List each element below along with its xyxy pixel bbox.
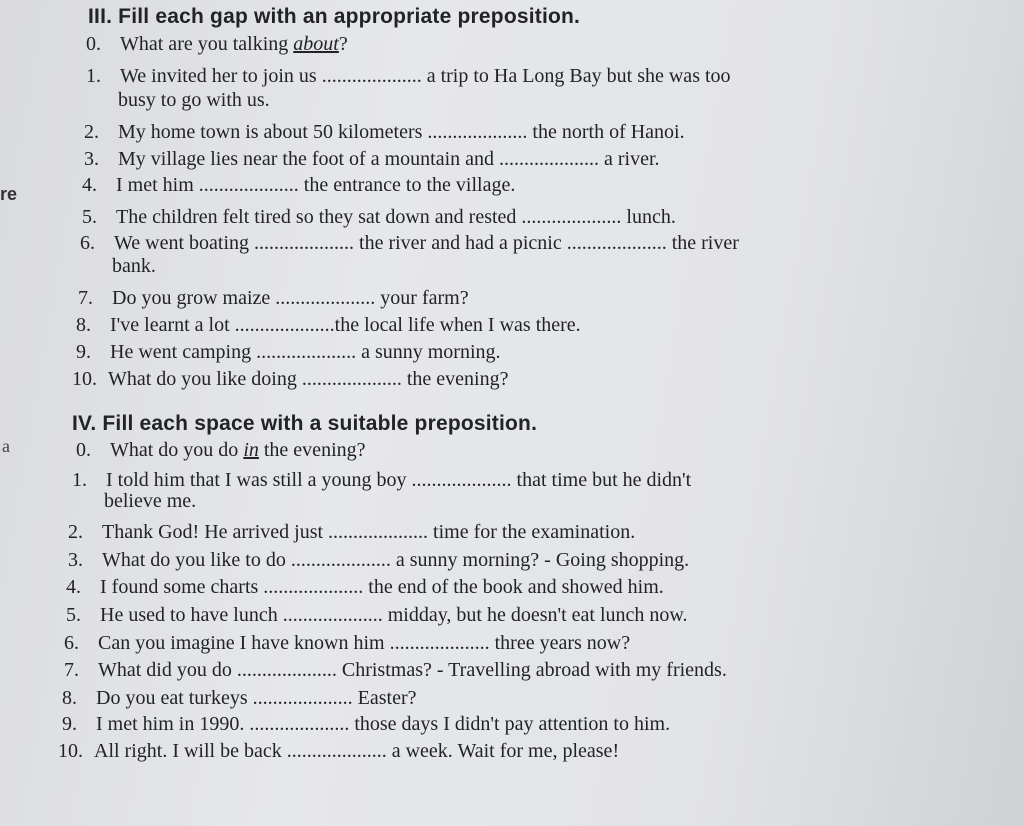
item-number: 8.: [62, 687, 77, 709]
s3-item-4: [82, 173, 515, 198]
item-text: We invited her to join us .................... a trip to Ha Long Bay but she was too: [120, 65, 731, 87]
item-number: 9.: [76, 341, 91, 363]
item-number: 10.: [72, 368, 97, 390]
item-number: 3.: [68, 549, 83, 571]
s4-item-8: [62, 686, 416, 711]
s3-item-1: [86, 64, 731, 89]
item-text: What are you talking: [120, 33, 294, 55]
s3-item-9: [76, 340, 501, 365]
item-text: I met him .................... the entrance to the village.: [116, 174, 516, 196]
s3-item-5: [82, 205, 676, 230]
section-4-title: IV. Fill each space with a suitable preposition.: [72, 412, 538, 435]
s3-item-6-cont: bank.: [112, 255, 156, 277]
s4-item-0: [76, 438, 366, 463]
s3-item-1-cont: busy to go with us.: [118, 89, 270, 111]
item-number: 7.: [64, 659, 79, 681]
s3-item-6: [80, 231, 739, 256]
item-text: ?: [338, 33, 348, 55]
item-text: I've learnt a lot ....................the local life when I was there.: [110, 314, 581, 336]
item-number: 5.: [82, 206, 97, 228]
s3-item-7: [78, 286, 469, 311]
example-answer: in: [243, 439, 259, 461]
s4-item-7: [64, 658, 727, 683]
item-number: 0.: [76, 439, 91, 461]
item-number: 8.: [76, 314, 91, 336]
item-text: We went boating .................... the river and had a picnic .................... the river: [114, 232, 739, 254]
item-text: My home town is about 50 kilometers .................... the north of Hanoi.: [118, 121, 685, 143]
s3-item-0: [86, 32, 348, 57]
s4-item-10: [58, 739, 619, 764]
item-text: I told him that I was still a young boy .................... that time but he didn't: [106, 469, 692, 491]
item-text: What did you do .................... Christmas? - Travelling abroad with my friends.: [98, 659, 727, 681]
item-number: 10.: [58, 740, 83, 762]
s4-item-4: [66, 575, 664, 600]
item-number: 5.: [66, 604, 81, 626]
item-number: 6.: [80, 232, 95, 254]
s3-item-10: [72, 367, 508, 392]
item-text: What do you like doing .................... the evening?: [108, 368, 509, 390]
s4-item-1-cont: believe me.: [104, 490, 197, 512]
item-number: 1.: [72, 469, 87, 491]
item-text: My village lies near the foot of a mountain and .................... a river.: [118, 148, 660, 170]
s4-item-9: [62, 712, 670, 737]
s3-item-8: [76, 313, 581, 338]
item-text: I met him in 1990. .................... those days I didn't pay attention to him.: [96, 713, 671, 735]
item-number: 4.: [66, 576, 81, 598]
margin-fragment-re: re: [0, 184, 18, 204]
s4-item-6: [64, 631, 630, 656]
item-number: 7.: [78, 287, 93, 309]
example-answer: about: [293, 33, 339, 55]
item-text: the evening?: [258, 439, 366, 461]
item-text: Do you eat turkeys .................... Easter?: [96, 687, 417, 709]
s4-item-5: [66, 603, 688, 628]
item-text: Can you imagine I have known him .................... three years now?: [98, 632, 631, 654]
item-number: 0.: [86, 33, 101, 55]
margin-fragment-a: a: [2, 436, 10, 456]
item-number: 1.: [86, 65, 101, 87]
s4-item-2: [68, 520, 635, 545]
s3-item-2: [84, 120, 685, 145]
s3-item-3: [84, 147, 660, 172]
item-text: Thank God! He arrived just .................... time for the examination.: [102, 521, 636, 543]
item-number: 6.: [64, 632, 79, 654]
item-text: What do you like to do .................... a sunny morning? - Going shopping.: [102, 549, 690, 571]
item-number: 9.: [62, 713, 77, 735]
item-text: He went camping .................... a sunny morning.: [110, 341, 501, 363]
item-number: 3.: [84, 148, 99, 170]
s4-item-3: [68, 548, 689, 573]
item-text: He used to have lunch .................... midday, but he doesn't eat lunch now.: [100, 604, 688, 626]
item-number: 4.: [82, 174, 97, 196]
item-text: All right. I will be back .................... a week. Wait for me, please!: [94, 740, 620, 762]
item-text: I found some charts .................... the end of the book and showed him.: [100, 576, 664, 598]
section-3-title: III. Fill each gap with an appropriate preposition.: [88, 5, 581, 28]
item-number: 2.: [84, 121, 99, 143]
item-text: The children felt tired so they sat down and rested .................... lunch.: [116, 206, 676, 228]
item-number: 2.: [68, 521, 83, 543]
item-text: Do you grow maize .................... your farm?: [112, 287, 469, 309]
item-text: What do you do: [110, 439, 244, 461]
